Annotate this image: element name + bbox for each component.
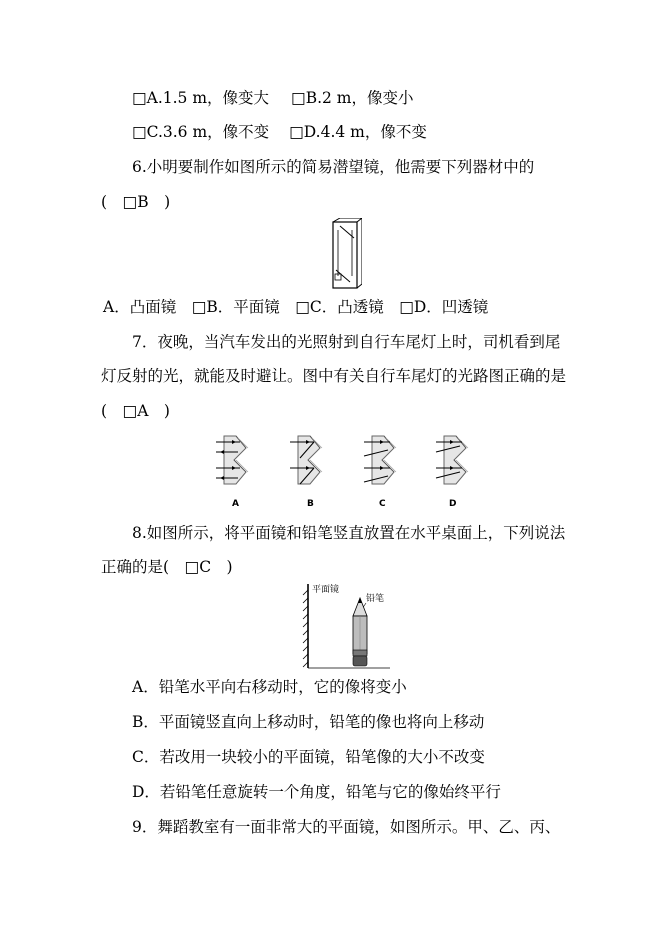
taillight-label-c: C xyxy=(379,499,386,509)
mirror-pencil-figure xyxy=(300,580,400,672)
mirror-label: 平面镜 xyxy=(312,585,340,595)
q5-options-row1 xyxy=(132,88,414,108)
pencil-label: 铅笔 xyxy=(366,594,385,604)
q8-stem-line1: 8.如图所示，将平面镜和铅笔竖直放置在水平桌面上，下列说法 xyxy=(132,524,566,542)
taillight-diagram-a xyxy=(216,436,248,484)
taillight-diagram-d xyxy=(436,436,468,484)
q8-option-d: D．若铅笔任意旋转一个角度，铅笔与它的像始终平行 xyxy=(132,783,501,801)
q8-option-c: C．若改用一块较小的平面镜，铅笔像的大小不改变 xyxy=(132,748,485,766)
taillight-diagram-b xyxy=(290,436,322,484)
q5-option-d: □D.4.4 m，像不变 xyxy=(289,123,427,141)
q5-option-c: □C.3.6 m，像不变 xyxy=(132,123,270,141)
pencil xyxy=(353,598,367,666)
periscope-figure xyxy=(328,218,362,290)
q5-option-b: □B.2 m，像变小 xyxy=(291,89,414,107)
q6-stem: 6.小明要制作如图所示的简易潜望镜，他需要下列器材中的 xyxy=(132,158,535,176)
q8-stem-line2: 正确的是( □C ) xyxy=(101,558,233,576)
q8-option-b: B．平面镜竖直向上移动时，铅笔的像也将向上移动 xyxy=(132,713,485,731)
q6-options: A．凸面镜 □B．平面镜 □C．凸透镜 □D．凹透镜 xyxy=(103,298,489,316)
taillight-label-b: B xyxy=(307,499,314,509)
q7-stem-line1: 7．夜晚，当汽车发出的光照射到自行车尾灯上时，司机看到尾 xyxy=(132,333,561,351)
q6-answer: ( □B ) xyxy=(101,193,171,211)
q9-stem: 9．舞蹈教室有一面非常大的平面镜，如图所示。甲、乙、丙、 xyxy=(132,818,561,836)
taillight-diagram-c xyxy=(364,436,396,484)
q5-option-a: □A.1.5 m，像变大 xyxy=(132,89,270,107)
q8-option-a: A．铅笔水平向右移动时，它的像将变小 xyxy=(132,678,407,696)
q7-stem-line2: 灯反射的光，就能及时避让。图中有关自行车尾灯的光路图正确的是 xyxy=(101,367,567,385)
taillight-label-d: D xyxy=(449,499,457,509)
q5-options-row2 xyxy=(132,122,427,142)
q7-answer: ( □A ) xyxy=(101,402,170,420)
taillight-figure xyxy=(214,430,479,510)
taillight-label-a: A xyxy=(232,499,239,509)
